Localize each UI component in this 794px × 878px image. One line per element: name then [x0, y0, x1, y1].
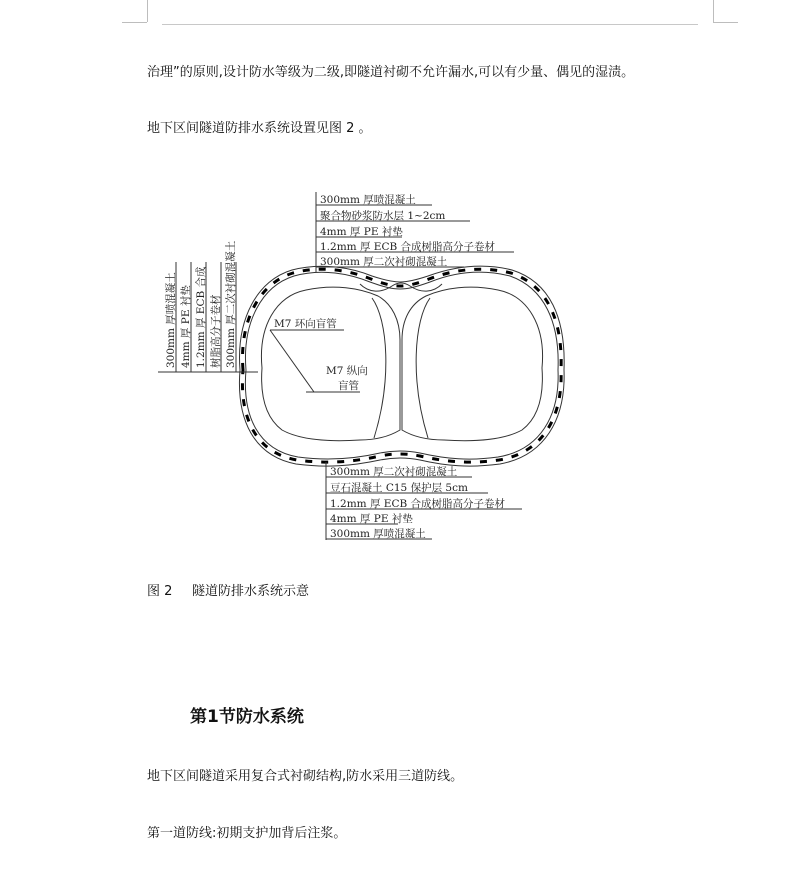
left-label-ecb-2: 树脂高分子卷材 — [210, 294, 222, 368]
paragraph-composite-lining: 地下区间隧道采用复合式衬砌结构,防水采用三道防线。 — [147, 769, 464, 784]
top-label-polymer-mortar: 聚合物砂浆防水层 1~2cm — [320, 210, 446, 222]
left-label-secondary-lining: 300mm 厚二次衬砌混凝土 — [225, 240, 237, 368]
bottom-label-pe-pad: 4mm 厚 PE 衬垫 — [330, 513, 413, 525]
left-label-shotcrete: 300mm 厚喷混凝土 — [165, 272, 177, 368]
left-label-ecb-1: 1.2mm 厚 ECB 合成 — [195, 266, 207, 368]
top-label-ecb-membrane: 1.2mm 厚 ECB 合成树脂高分子卷材 — [320, 241, 496, 253]
label-longitudinal-pipe-1: M7 纵向 — [326, 365, 368, 377]
center-wall-left — [372, 298, 386, 438]
figure-caption — [147, 583, 309, 601]
bottom-label-secondary-lining: 300mm 厚二次衬砌混凝土 — [330, 466, 458, 478]
inner-leader-1 — [270, 330, 314, 392]
paragraph-design-principle: 治理”的原则,设计防水等级为二级,即隧道衬砌不允许漏水,可以有少量、偶见的湿渍。 — [147, 65, 635, 80]
paragraph-first-defense: 第一道防线:初期支护加背后注浆。 — [147, 826, 347, 841]
left-label-pe-pad: 4mm 厚 PE 衬垫 — [180, 285, 192, 368]
paragraph-figure-reference: 地下区间隧道防排水系统设置见图 2 。 — [147, 121, 372, 136]
bottom-label-ecb-membrane: 1.2mm 厚 ECB 合成树脂高分子卷材 — [330, 498, 506, 510]
center-wall-right — [416, 298, 430, 438]
top-label-secondary-lining: 300mm 厚二次衬砌混凝土 — [320, 256, 448, 268]
top-label-shotcrete: 300mm 厚喷混凝土 — [320, 194, 416, 206]
label-ring-blind-pipe: M7 环向盲管 — [274, 318, 337, 330]
section-heading: 第1节防水系统 — [190, 707, 304, 727]
figure-caption-text: 隧道防排水系统示意 — [192, 584, 310, 599]
bottom-label-pea-gravel: 豆石混凝土 C15 保护层 5cm — [330, 482, 468, 494]
bottom-label-shotcrete: 300mm 厚喷混凝土 — [330, 528, 426, 540]
label-longitudinal-pipe-2: 盲管 — [338, 380, 359, 392]
figure-caption-number: 图 2 — [147, 584, 173, 599]
top-label-pe-pad: 4mm 厚 PE 衬垫 — [320, 226, 403, 238]
